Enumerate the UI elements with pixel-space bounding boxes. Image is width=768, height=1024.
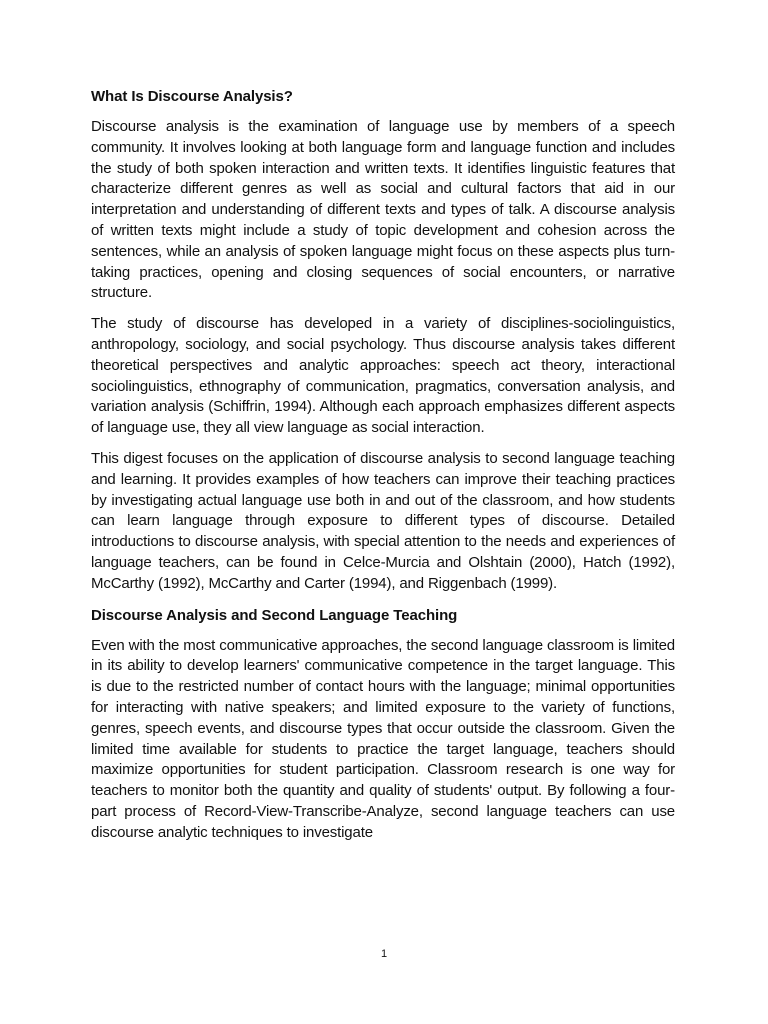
paragraph: This digest focuses on the application of discourse analysis to second language teaching and learning. It provides examples of how teachers can improve their teaching practices by investigating actual language use both in and out of the classroom, and how students can learn language through exposure to different types of discourse. Detailed introductions to discourse analysis, with special attention to the needs and experiences of language teachers, can be found in Celce-Murcia and Olshtain (2000), Hatch (1992), McCarthy (1992), McCarthy and Carter (1994), and Riggenbach (1999). <box>91 449 675 592</box>
section-heading-what-is-discourse-analysis: What Is Discourse Analysis? <box>91 88 293 105</box>
paragraph: Discourse analysis is the examination of language use by members of a speech community. It involves looking at both language form and language function and includes the study of both spoken interaction and written texts. It identifies linguistic features that characterize different genres as well as social and cultural factors that aid in our interpretation and understanding of different texts and types of talk. A discourse analysis of written texts might include a study of topic development and cohesion across the sentences, while an analysis of spoken language might focus on these aspects plus turn-taking practices, opening and closing sequences of social encounters, or narrative structure. <box>91 118 675 302</box>
section-heading-discourse-analysis-and-second-language-teaching: Discourse Analysis and Second Language Teaching <box>91 606 458 624</box>
paragraph: The study of discourse has developed in a variety of disciplines-sociolinguistics, anthropology, sociology, and social psychology. Thus discourse analysis takes different theoretical perspectives and analytic approaches: speech act theory, interactional sociolinguistics, ethnography of communication, pragmatics, conversation analysis, and variation analysis (Schiffrin, 1994). Although each approach emphasizes different aspects of language use, they all view language as social interaction. <box>91 315 675 437</box>
paragraph: Even with the most communicative approaches, the second language classroom is limited in its ability to develop learners' communicative competence in the target language. This is due to the restricted number of contact hours with the language; minimal opportunities for interacting with native speakers; and limited exposure to the variety of functions, genres, speech events, and discourse types that occur outside the classroom. Given the limited time available for students to practice the target language, teachers should maximize opportunities for student participation. Classroom research is one way for teachers to monitor both the quantity and quality of students' output. By following a four-part process of Record-View-Transcribe-Analyze, second language teachers can use discourse analytic techniques to investigate <box>91 636 675 841</box>
document-page <box>91 86 675 854</box>
page-number: 1 <box>380 948 388 960</box>
